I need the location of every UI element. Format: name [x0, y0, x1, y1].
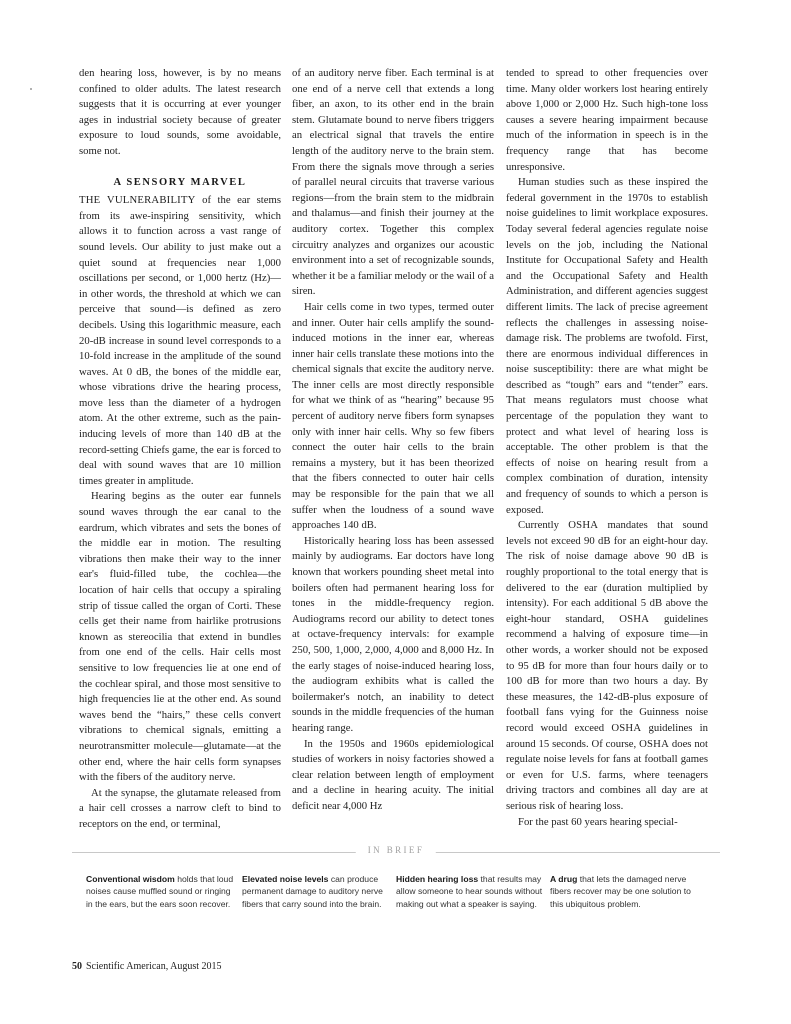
paragraph-text: mandates that sound levels not exceed 90 dB for an eight-hour day. The risk of noise damage above 90 dB is roughly proportional to the total energy that is delivered to the ear (duration multiplied by intensity). For each additional 5 dB above the eight-hour standard,	[506, 519, 708, 625]
in-brief-box	[72, 845, 720, 923]
paragraph: Hearing begins as the outer ear funnels sound waves through the ear canal to the eardrum, which vibrates and sets the bones of the middle ear in motion. The resulting vibrations then make their way to the inner ear's fluid-filled tube, the cochlea—the location of hair cells that occupy a spiraling strip of tissue called the organ of Corti. These cells get their name from hairlike protrusions known as stereocilia that extend in bundles from one end of the cells. Hair cells most sensitive to low frequencies lie at one end of the cochlear spiral, and those most sensitive to high frequencies lie at the other end. As sound waves bend the “hairs,” these cells convert vibrations to chemical signals, emitting a neurotransmitter molecule—glutamate—at the other end, where the hair cells form synapses with the fibers of the auditory nerve.	[79, 490, 281, 784]
lead-in: THE VULNERABILITY	[79, 194, 196, 207]
paragraph: Historically hearing loss has been assessed mainly by audiograms. Ear doctors have long known that workers pounding sheet metal into boilers often had permanent hearing loss for tones in the middle-frequency region. Audiograms record our ability to detect tones at octave-frequency intervals: for example 250, 500, 1,000, 2,000, 4,000 and 8,000 Hz. In the early stages of noise-induced hearing loss, the audiogram exhibits what is called the boilermaker's notch, an inability to detect sounds in the middle frequencies of the human hearing range.	[292, 534, 494, 734]
acronym: OSHA	[619, 612, 650, 625]
text-column-3	[506, 66, 708, 832]
brief-lead: A drug	[550, 874, 578, 884]
brief-lead: Hidden hearing loss	[396, 874, 479, 884]
paragraph-text: Currently	[518, 519, 569, 532]
brief-text: can produce permanent damage to auditory nerve fibers that carry sound into the brain.	[242, 874, 383, 909]
acronym: OSHA	[639, 737, 669, 750]
brief-text: holds that loud noises cause muffled sound or ringing in the ears, but the ears soon recover.	[86, 874, 234, 909]
brief-item	[396, 873, 546, 910]
paragraph	[79, 193, 281, 489]
paragraph-text: does not regulate noise levels for fans at football games or even for U.S. farms, where teenagers driving tractors and combines all day are at serious risk of hearing loss.	[506, 737, 708, 812]
paragraph-text: guidelines in around 15 seconds. Of course,	[506, 721, 708, 750]
scan-speck	[30, 88, 32, 90]
page-number: 50	[72, 961, 82, 972]
brief-item	[550, 873, 700, 910]
brief-lead: Elevated noise levels	[242, 874, 329, 884]
section-heading: A SENSORY MARVEL	[113, 176, 247, 188]
paragraph	[506, 518, 708, 814]
paragraph: den hearing loss, however, is by no means confined to older adults. The latest research suggests that it is occurring at ever younger ages in industrial society because of greater exposure to loud sounds, some avoidable, some not.	[79, 67, 281, 157]
brief-text: that lets the damaged nerve fibers recover may be one solution to this ubiquitous problem.	[550, 874, 691, 909]
paragraph: tended to spread to other frequencies over time. Many older workers lost hearing entirely above 1,000 or 2,000 Hz. Such high-tone loss causes a severe hearing impairment because much of the information in speech is in the frequency range that has become unresponsive.	[506, 67, 708, 173]
text-column-1	[79, 66, 281, 832]
acronym: OSHA	[611, 721, 642, 734]
paragraph: Hair cells come in two types, termed outer and inner. Outer hair cells amplify the sound-induced motions in the inner ear, whereas inner hair cells translate these motions into the chemical signals that excite the auditory nerve. The inner cells are most directly responsible for what we think of as “hearing” because 95 percent of auditory nerve fibers form synapses only with inner hair cells. Why so few fibers connect the outer hair cells to the brain remains a mystery, but it has been theorized that the fibers connected to outer hair cells may be responsible for the pain that we all suffer when the loudness of a sound wave approaches 140 dB.	[292, 300, 494, 532]
brief-item	[242, 873, 392, 910]
brief-lead: Conventional wisdom	[86, 874, 175, 884]
page-footer	[72, 961, 222, 972]
paragraph: For the past 60 years hearing special-	[518, 815, 678, 828]
paragraph: Human studies such as these inspired the federal government in the 1970s to establish noise guidelines to limit workplace exposures. Today several federal agencies regulate noise levels on the job, including the National Institute for Occupational Safety and Health and the Occupational Safety and Health Administration, and different agencies suggest different limits. The lack of precise agreement reflects the challenges in assessing noise-damage risk. The problems are twofold. First, there are enormous individual differences in noise susceptibility: there are what might be described as “tough” ears and “tender” ears. That means regulators must choose what percentage of the population they want to protect and what level of hearing loss is acceptable. The other problem is that the effects of noise on hearing result from a complex combination of duration, intensity and frequency of sounds to which a person is exposed.	[506, 176, 708, 516]
brief-item	[86, 873, 236, 910]
acronym: OSHA	[568, 519, 599, 532]
paragraph-text: of the ear stems from its awe-inspiring sensitivity, which allows it to function across a vast range of sound levels. Our ability to just make out a quiet sound at frequencies near 1,000 oscillations per second, or 1,000 hertz (Hz)—in other words, the threshold at which we can perceive that sound—is defined as zero decibels. Using this logarithmic measure, each 20-dB increase in sound level corresponds to a 10-fold increase in the amplitude of the sound waves. At 0 dB, the bones of the middle ear, whose vibrations drive the hearing process, move less than the diameter of a hydrogen atom. At the other extreme, such as the pain-inducing levels of more than 140 dB at the record-setting Chiefs game, the ear is forced to deal with sound waves that are 10 million times greater in amplitude.	[79, 194, 281, 487]
in-brief-label: IN BRIEF	[356, 845, 436, 855]
paragraph: In the 1950s and 1960s epidemiological studies of workers in noisy factories showed a clear relation between length of employment and a decline in hearing acuity. The initial deficit near 4,000 Hz	[292, 737, 494, 812]
publication-line: Scientific American, August 2015	[86, 961, 222, 972]
brief-text: that results may allow someone to hear sounds without making out what a speaker is saying.	[396, 874, 543, 909]
paragraph: At the synapse, the glutamate released from a hair cell crosses a narrow cleft to bind to receptors on the end, or terminal,	[79, 786, 281, 830]
text-column-2	[292, 66, 494, 832]
paragraph: of an auditory nerve fiber. Each terminal is at one end of a nerve cell that extends a long fiber, an axon, to its other end in the brain stem. Glutamate bound to nerve fibers triggers an electrical signal that travels the entire length of the auditory nerve to the brain stem. From there the signals move through a series of parallel neural circuits that traverse various regions—from the brain stem to the midbrain and thalamus—and finish their journey at the auditory cortex. Together this complex circuitry analyzes and organizes our acoustic environment into a set of recognizable sounds, whether it be a familiar melody or the wail of a siren.	[292, 67, 494, 298]
paragraph-text: guidelines recommend a halving of exposure time—in other words, a worker should not be exposed to 95 dB for more than four hours daily or to 100 dB for more than two hours a day. By these measures, the 142-dB-plus exposure of football fans vying for the Guinness noise record would exceed	[506, 612, 708, 734]
